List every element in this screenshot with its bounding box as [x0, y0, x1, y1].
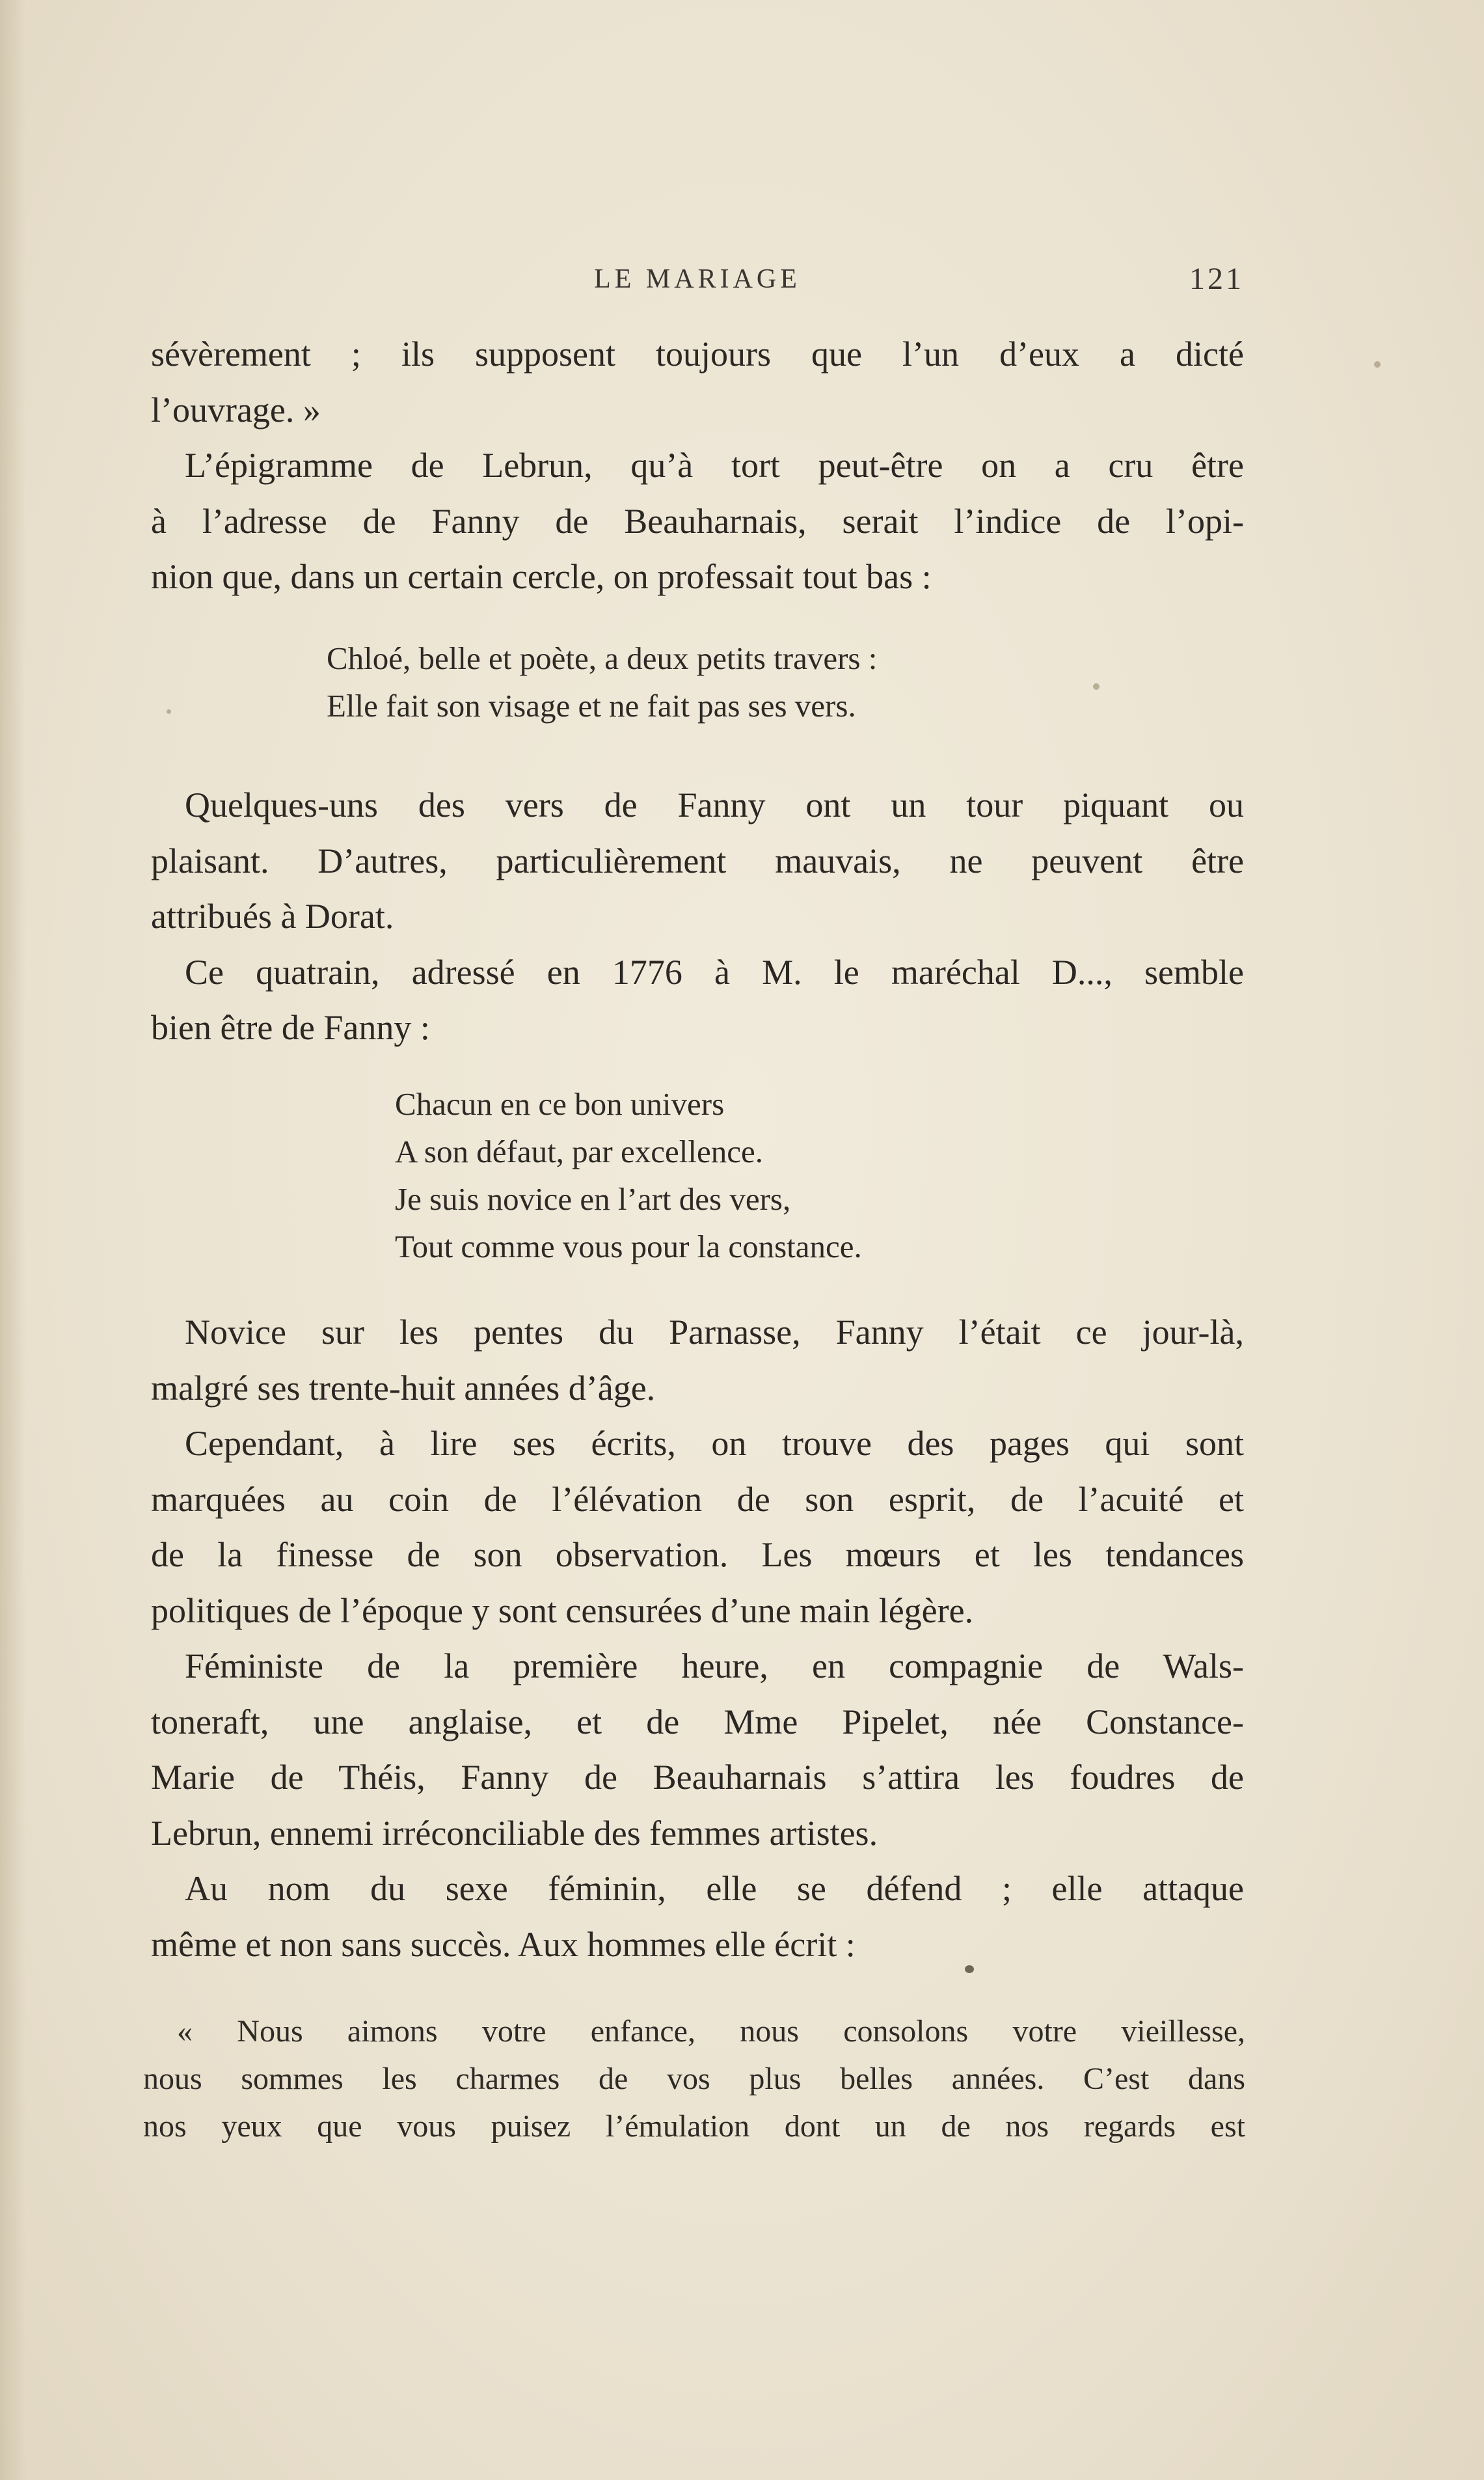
paper-speck [1093, 683, 1100, 690]
text-line: de la finesse de son observation. Les mœurs et les tendances [151, 1535, 1244, 1574]
running-head-title: LE MARIAGE [594, 264, 801, 294]
quote-line: « Nous aimons votre enfance, nous consolons votre vieillesse, [177, 2014, 1245, 2049]
text-line: Novice sur les pentes du Parnasse, Fanny l’était ce jour-là, [185, 1313, 1244, 1352]
text-line: même et non sans succès. Aux hommes elle écrit : [151, 1924, 856, 1964]
text-line: l’ouvrage. » [151, 390, 321, 429]
text-line: sévèrement ; ils supposent toujours que l’un d’eux a dicté [151, 334, 1244, 374]
verse-line: Chacun en ce bon univers [395, 1086, 725, 1122]
text-line: Cependant, à lire ses écrits, on trouve des pages qui sont [185, 1424, 1244, 1463]
verse-line: Chloé, belle et poète, a deux petits travers : [327, 640, 878, 676]
text-line: Féministe de la première heure, en compagnie de Wals- [185, 1646, 1244, 1685]
text-line: nion que, dans un certain cercle, on professait tout bas : [151, 557, 932, 596]
text-line: Marie de Théis, Fanny de Beauharnais s’attira les foudres de [151, 1758, 1244, 1797]
verse-line: Je suis novice en l’art des vers, [395, 1181, 791, 1217]
paper-speck [965, 1965, 974, 1973]
text-line: plaisant. D’autres, particulièrement mauvais, ne peuvent être [151, 841, 1244, 880]
paper-speck [1374, 361, 1381, 368]
verse-line: Elle fait son visage et ne fait pas ses vers. [327, 688, 856, 724]
text-block-2 [151, 778, 1244, 1056]
verse-line: Tout comme vous pour la constance. [395, 1229, 862, 1264]
text-line: Au nom du sexe féminin, elle se défend ; elle attaque [185, 1869, 1244, 1908]
text-line: Ce quatrain, adressé en 1776 à M. le maréchal D..., semble [185, 952, 1244, 992]
text-line: Quelques-uns des vers de Fanny ont un tour piquant ou [185, 785, 1244, 824]
page-edge-shadow [0, 0, 26, 2480]
text-line: toneraft, une anglaise, et de Mme Pipelet, née Constance- [151, 1702, 1244, 1741]
text-line: marquées au coin de l’élévation de son esprit, de l’acuité et [151, 1479, 1244, 1519]
text-line: bien être de Fanny : [151, 1008, 430, 1047]
text-line: L’épigramme de Lebrun, qu’à tort peut-être on a cru être [185, 446, 1244, 485]
text-block-1 [151, 327, 1244, 605]
page-number: 121 [1189, 262, 1244, 296]
running-head [151, 264, 1244, 309]
quote-line: nos yeux que vous puisez l’émulation dont un de nos regards est [143, 2109, 1245, 2144]
text-line: politiques de l’époque y sont censurées d’une main légère. [151, 1590, 974, 1630]
quotation-block [143, 2008, 1245, 2150]
text-block-3 [151, 1305, 1244, 1972]
quatrain-verse [395, 1080, 862, 1270]
quote-line: nous sommes les charmes de vos plus belles années. C’est dans [143, 2062, 1245, 2096]
text-line: à l’adresse de Fanny de Beauharnais, serait l’indice de l’opi- [151, 501, 1244, 541]
verse-line: A son défaut, par excellence. [395, 1134, 763, 1169]
text-line: Lebrun, ennemi irréconciliable des femmes artistes. [151, 1813, 878, 1853]
text-line: attribués à Dorat. [151, 897, 394, 936]
paper-speck [167, 709, 171, 714]
text-line: malgré ses trente-huit années d’âge. [151, 1368, 656, 1408]
epigram-verse [327, 634, 877, 729]
